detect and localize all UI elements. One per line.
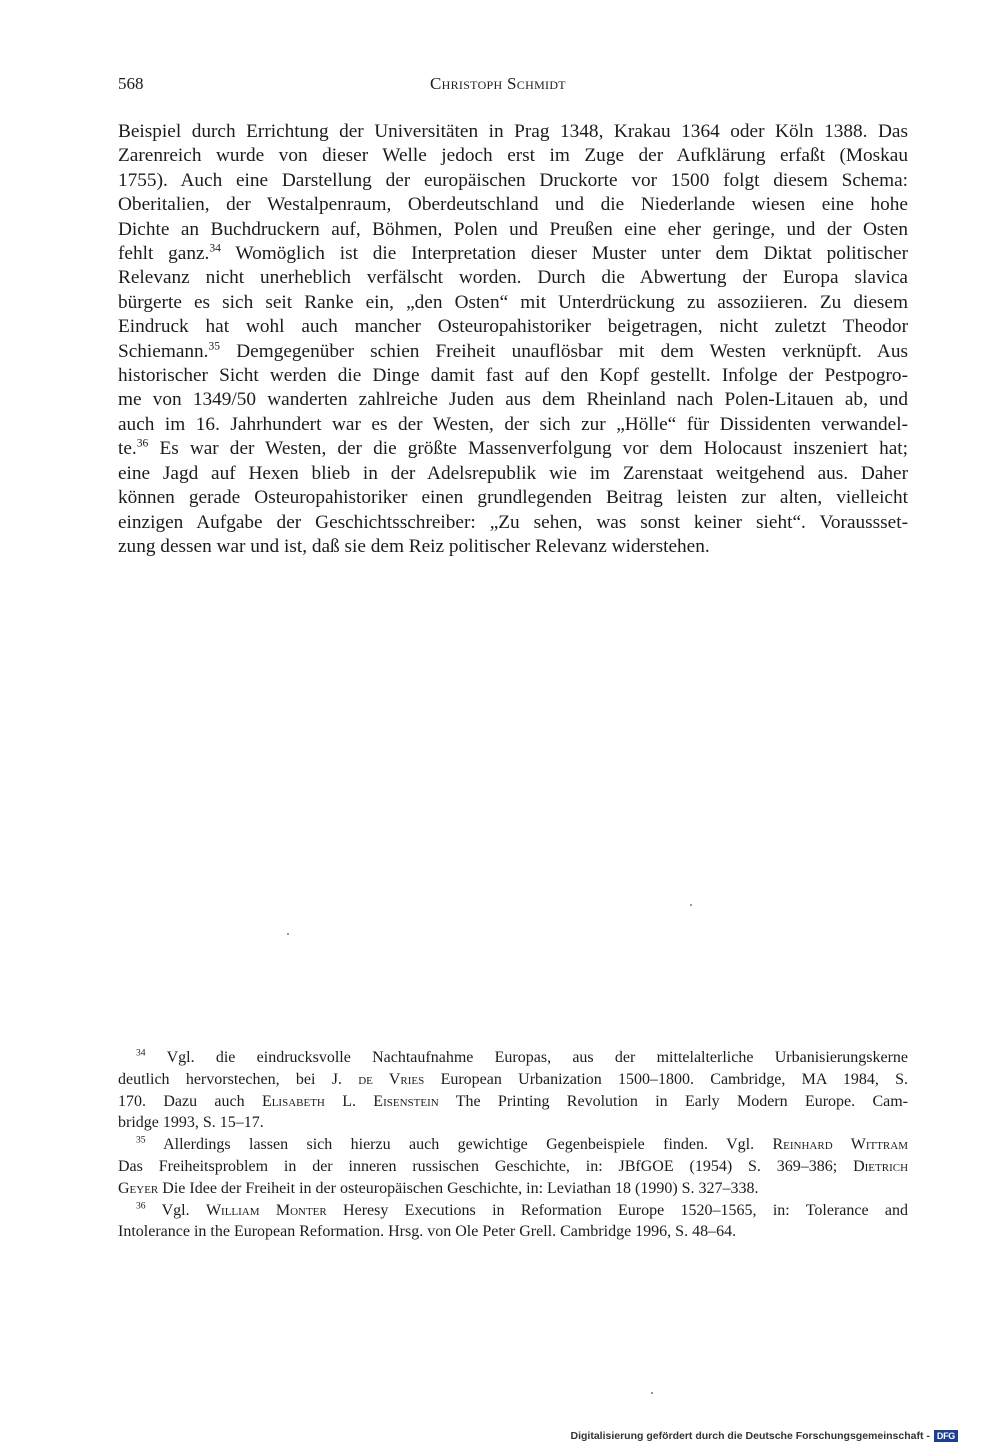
footnote-line xyxy=(118,1178,908,1200)
text-line: Oberitalien, der Westalpenraum, Oberdeutschland und die Niederlande wiesen eine hohe xyxy=(118,194,908,216)
text-segment: 170. Dazu auch xyxy=(118,1092,245,1110)
text-segment: Die Idee der Freiheit in der osteuropäischen Geschichte, in: Leviathan 18 (1990) S. 327–338. xyxy=(162,1179,759,1197)
footnote-mark: 36 xyxy=(136,1200,146,1212)
text-line: Relevanz nicht unerheblich verfälscht worden. Durch die Abwertung der Europa slavica xyxy=(118,267,908,289)
text-segment: Schiemann. xyxy=(118,340,209,362)
text-segment: Vgl. xyxy=(161,1201,190,1219)
scan-speck xyxy=(690,904,692,906)
footnote-mark: 34 xyxy=(136,1047,146,1059)
text-line: einzigen Aufgabe der Geschichtsschreiber: „Zu sehen, was sonst keiner sieht“. Voraussset- xyxy=(118,511,908,533)
footnote-34 xyxy=(118,1047,908,1134)
text-segment: fehlt ganz. xyxy=(118,243,210,265)
text-line: können gerade Osteuropahistoriker einen grundlegenden Beitrag leisten zur alten, vielleicht xyxy=(118,487,908,509)
author-name: Elisabeth L. Eisenstein xyxy=(261,1092,439,1110)
text-line: Beispiel durch Errichtung der Universitäten in Prag 1348, Krakau 1364 oder Köln 1388. Das xyxy=(118,121,908,142)
footnote-line xyxy=(118,1156,908,1178)
text-segment: Womöglich ist die Interpretation dieser Muster unter dem Diktat politischer xyxy=(235,243,908,265)
scan-speck xyxy=(651,1392,653,1394)
text-segment: The Printing Revolution in Early Modern Europe. Cam- xyxy=(455,1092,909,1110)
footnote-ref-35[interactable]: 35 xyxy=(208,339,221,353)
text-line: me von 1349/50 wanderten zahlreiche Juden aus dem Rheinland nach Polen-Litauen ab, und xyxy=(118,389,908,411)
text-segment: Es war der Westen, der die größte Massenverfolgung vor dem Holocaust inszeniert hat; xyxy=(159,438,908,460)
footnotes xyxy=(118,1047,908,1243)
page-header xyxy=(118,70,908,100)
text-line xyxy=(118,437,908,461)
footnote-line xyxy=(118,1091,908,1113)
text-line xyxy=(118,340,908,364)
author-name: Geyer xyxy=(118,1179,159,1197)
footnote-line xyxy=(118,1200,908,1222)
footnote-ref-34[interactable]: 34 xyxy=(209,241,221,255)
footnote-line: Intolerance in the European Reformation. Hrsg. von Ole Peter Grell. Cambridge 1996, S. 48–64. xyxy=(118,1223,737,1241)
running-head: Christoph Schmidt xyxy=(430,74,566,93)
text-segment: Allerdings lassen sich hierzu auch gewichtige Gegenbeispiele finden. Vgl. xyxy=(163,1136,755,1154)
text-line: 1755). Auch eine Darstellung der europäischen Druckorte vor 1500 folgt diesem Schema: xyxy=(118,169,908,191)
footnote-line: bridge 1993, S. 15–17. xyxy=(118,1114,264,1132)
text-segment: Vgl. die eindrucksvolle Nachtaufnahme Europas, aus der mittelalterliche Urbanisierungskerne xyxy=(166,1049,909,1066)
scan-speck xyxy=(287,933,289,935)
text-segment: European Urbanization 1500–1800. Cambridge, MA 1984, S. xyxy=(440,1070,909,1088)
digitization-credit xyxy=(571,1428,959,1444)
author-name: William Monter xyxy=(205,1201,327,1219)
footnote-36 xyxy=(118,1200,908,1244)
dfg-logo: DFG xyxy=(934,1430,958,1442)
footnote-ref-36[interactable]: 36 xyxy=(136,436,149,450)
page-number: 568 xyxy=(118,74,144,93)
text-line: zung dessen war und ist, daß sie dem Reiz politischer Relevanz widerstehen. xyxy=(118,535,710,557)
text-segment: Demgegenüber schien Freiheit unauflösbar mit dem Westen verknüpft. Aus xyxy=(236,340,908,362)
text-segment: Heresy Executions in Reformation Europe 1520–1565, in: Tolerance and xyxy=(343,1201,908,1219)
footnote-line xyxy=(118,1134,908,1156)
footnote-mark: 35 xyxy=(136,1134,146,1146)
author-name: Dietrich xyxy=(853,1157,909,1175)
text-line: historischer Sicht werden die Dinge damit fast auf den Kopf gestellt. Infolge der Pestpogro- xyxy=(118,365,908,387)
text-segment: te. xyxy=(118,438,137,460)
text-line xyxy=(118,242,908,266)
footnote-line xyxy=(118,1047,908,1069)
author-name: Reinhard Wittram xyxy=(772,1136,908,1154)
text-line: bürgerte es sich seit Ranke ein, „den Osten“ mit Unterdrückung zu assoziieren. Zu diesem xyxy=(118,291,908,313)
footnote-line xyxy=(118,1069,908,1091)
text-segment: deutlich hervorstechen, bei J. xyxy=(118,1070,342,1088)
main-paragraph xyxy=(118,120,908,559)
text-line: eine Jagd auf Hexen blieb in der Adelsrepublik wie im Zarenstaat weitgehend aus. Daher xyxy=(118,462,908,484)
text-segment: Das Freiheitsproblem in der inneren russischen Geschichte, in: JBfGOE (1954) S. 369–386; xyxy=(118,1157,838,1175)
text-line: Dichte an Buchdruckern auf, Böhmen, Polen und Preußen eine eher geringe, und der Osten xyxy=(118,218,908,240)
author-name: de Vries xyxy=(358,1070,425,1088)
text-line: auch im 16. Jahrhundert war es der Westen, der sich zur „Hölle“ für Dissidenten verwandel- xyxy=(118,413,908,435)
footnote-35 xyxy=(118,1134,908,1199)
text-line: Eindruck hat wohl auch mancher Osteuropahistoriker beigetragen, nicht zuletzt Theodor xyxy=(118,316,908,338)
credit-text: Digitalisierung gefördert durch die Deutsche Forschungsgemeinschaft - xyxy=(570,1430,930,1442)
text-line: Zarenreich wurde von dieser Welle jedoch erst im Zuge der Aufklärung erfaßt (Moskau xyxy=(118,145,908,167)
